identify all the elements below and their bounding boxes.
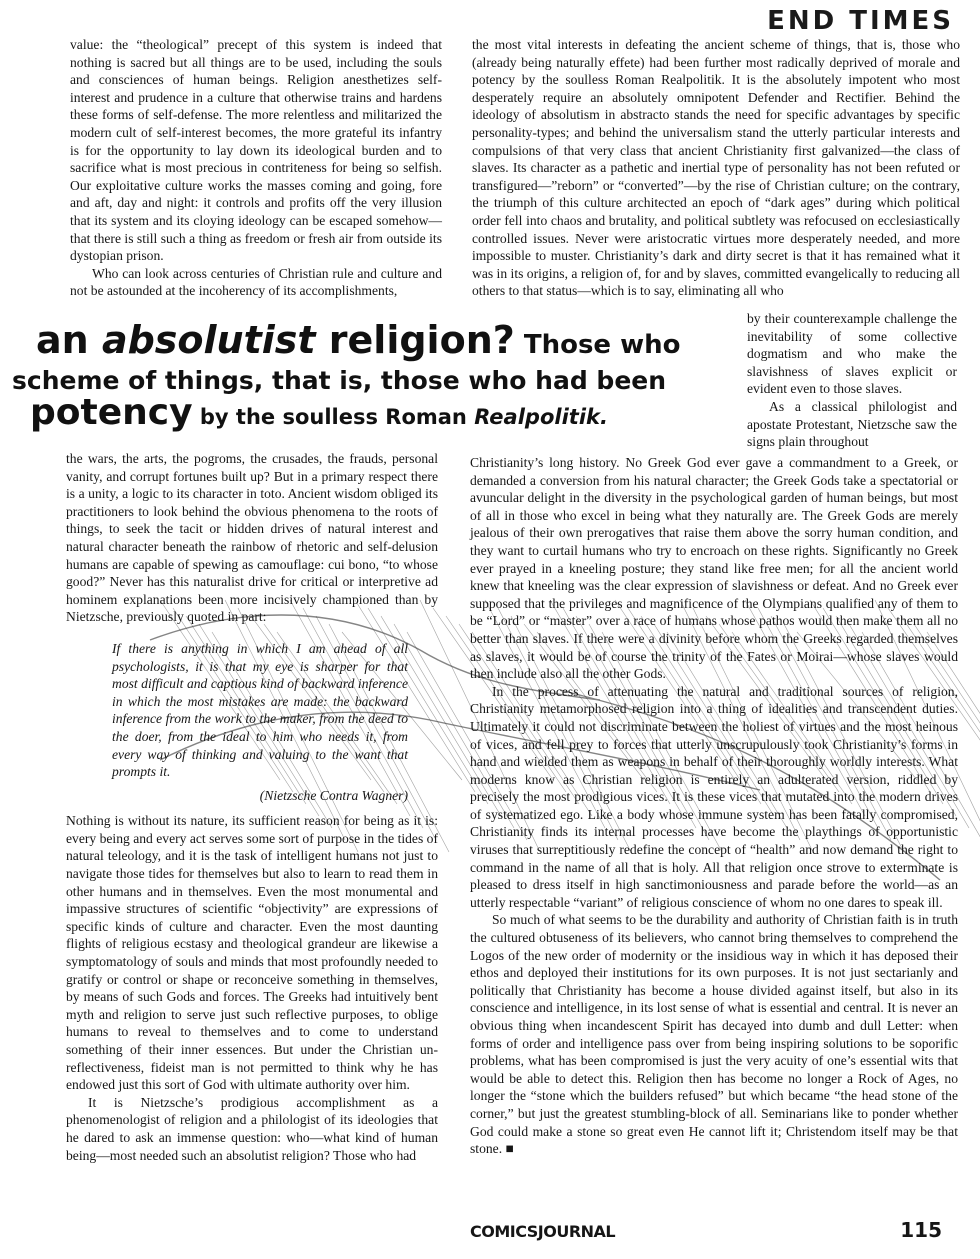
paragraph: So much of what seems to be the durability and authority of Christian faith is in truth the cultured obtuseness of its believers, who cannot bring themselves to comprehend the Logos of the new order of modernity or the insidious way in which it has deposed their ethos and deployed their institutions for its own purposes. It is not just sectarianly and politically that Christianity has become a house divided against itself, but also in its conscience and intelligence, in its lost sense of what is essential and central. It is never an obvious thing when incandescent Spirit has decayed into dumb and dull Letter: when forms of order and intelligence pass over from being inspiring solutions to be soporific problems, what has been compromised is just the very acuity of one’s essential wits that would be able to detect this. Religion then has become no longer a Rock of Ages, no longer the “stone which the builders refused” but which became “the head stone of the corner,” but just the greatest stumbling-block of all. Seminarians like to ponder whether God could make a stone so great even He cannot lift it; Christendom itself may be that stone. ■ [470, 912, 958, 1157]
paragraph: the wars, the arts, the pogroms, the crusades, the frauds, personal vanity, and corrupt fortunes built up? But in a primary respect there is a unity, a logic to its character in toto. Ancient wisdom obliged its practitioners to look behind the obvious phenomena to the roots of things, to seek the tacit or hidden drives of natural interest and natural character beneath the rainbow of rhetoric and self-delusion humans are capable of spewing as camouflage: cui bono, “to whose good?” Never has this naturalist drive for critical or interpretive ad hominem explanations been more incisively championed than by Nietzsche, previously quoted in part: [66, 451, 438, 625]
paragraph: value: the “theological” precept of this system is indeed that nothing is sacred but all things are to be used, including the souls and consciences of human beings. Religion anesthetizes self-interest and prudence in a culture that otherwise trains and hardens these forms of self-defense. The more relentless and militarized the modern cult of self-interest becomes, the more grateful its infantry is for the opportunity to lay down its ideological burden and to sacrifice what is most precious in contriteness for being so selfish. Our exploitative culture works the masses coming and going, fore and aft, day and night: it controls and profits off the very illusion that its system and its cloying ideology can be escaped somehow—that there is still such a thing as freedom or fresh air from outside its dystopian prison. [70, 37, 442, 264]
paragraph: by their counterexample challenge the inevitability of some collective dogmatism and who make the slavishness of slaves explicit or evident even to those slaves. [747, 311, 957, 397]
right-column-narrow [747, 310, 957, 451]
right-column-bottom [470, 454, 958, 1158]
page-number: 115 [900, 1218, 942, 1242]
paragraph: the most vital interests in defeating the ancient scheme of things, that is, those who (already being naturally effete) had been further most radically deprived of morale and potency by the soulless Roman Realpolitik. It is the absolutely impotent who most desperately require an absolutely omnipotent Defender and Rectifier. Behind the ideology of absolutism in abstracto stands the need for specific advantages by specific personality-types; and behind the universalism stand the utterly particular interests and compulsions of that very class that ancient Christianity first galvanized—the class of slaves. Its character as a pathetic and inertial type of personality has not been refuted or transfigured—”reborn” or “converted”—by the rise of Christian culture; on the contrary, the triumph of this culture architected an epoch of “dark ages” during which political order fell into chaos and brutality, and political subtlety was refocused on ecclesiastically controlled issues. Never were aristocratic virtues more desperately needed, and more impossible to muster. Christianity’s dark and dirty secret is that it has remained what it was in its origins, a religion of, for and by slaves, committed evangelically to reducing all others to that status—which is to say, eliminating all who [472, 37, 960, 299]
right-column-top [472, 36, 960, 300]
left-column-top [70, 36, 442, 300]
section-header: END TIMES [767, 6, 954, 36]
paragraph: Christianity’s long history. No Greek God ever gave a commandment to a Greek, or demanded a conversion from his natural character; the Greek Gods take a spectatorial or avuncular delight in the diversity in the psychological garden of human beings, but most of all in those who excel in being what they naturally are. The Greek Gods are merely jealous of their own prerogatives that raise them above the sorry human condition, and they want to curtail humans who try to encroach on these rights. Significantly no Greek ever prayed in a kneeling posture; they stand like free men; for all the ancient world knew that kneeling was the clear expression of slavishness or defeat. And no Greek ever supposed that the privileges and magnificence of the Olympians qualified any of them to be “Lord” or “master” over a race of humans whose pathos would then make them all no better than slaves. If there were a divinity before whom the Greeks regarded themselves as slaves, it would be of course the trinity of the Fates or Moirai—whose slaves would then include also all the other Gods. [470, 455, 958, 682]
pull-quote-text: an [36, 318, 102, 362]
publication-logo: COMICSJOURNAL [470, 1222, 616, 1241]
paragraph: It is Nietzsche’s prodigious accomplishment as a phenomenologist of religion and a philologist of its ideologies that he dared to ask an immense question: who—what kind of human being—most needed such an absolutist religion? Those who had [66, 1094, 438, 1163]
paragraph: Who can look across centuries of Christian rule and culture and not be astounded at the incoherency of its accomplishments, [70, 265, 442, 299]
pull-quote-line-3 [30, 392, 608, 433]
block-quote-text: If there is anything in which I am ahead of all psychologists, it is that my eye is sharper for that most difficult and captious kind of backward inference in which the most mistakes are made: the backward inference from the work to the maker, from the deed to the doer, from the ideal to him who needs it, from every way of thinking and valuing to the want that prompts it. [112, 640, 408, 780]
pull-quote-emphasis: absolutist [101, 318, 316, 362]
pull-quote-emphasis: Realpolitik. [474, 405, 608, 429]
paragraph: In the process of attenuating the natural and traditional sources of religion, Christianity metamorphosed religion into a thing of idealities and transcendent duties. Ultimately it could not discriminate between the holiest of virtues and the most heinous of vices, and fell prey to forces that utterly unscrupulously took Christianity’s forms in hand and wielded them as weapons in behalf of their thoroughly worldly interests. What moderns know as Christian religion is entirely an adulterated version, riddled by precisely the most prodigious vices. It is these vices that mutated into the modern drives of systematized ego. Like a body whose immune system has been fatally compromised, Christianity finds its internal processes have become the playthings of opportunistic viruses that surreptitiously redefine the concept of “health” and now demand the right to command in the name of all that is holy. All that religion once strove to exterminate is pleased to dress itself in high sanctimoniousness and parade before the world—as an utterly respectable “variant” of religious conscience of whom no one dares to speak ill. [470, 683, 958, 910]
pull-quote-line-1 [36, 318, 681, 362]
paragraph: Nothing is without its nature, its sufficient reason for being as it is: every being and every act serves some sort of purpose in the tides of natural teleology, and it is the task of intelligent humans not just to navigate those tides for themselves but also to learn to read them in other humans and in themselves. Even the most monumental and impassive structures of scientific “objectivity” are expressions of specific kinds of culture and character. Even the most daunting flights of religious ecstasy and theological grandeur are likewise a symptomatology of souls and minds that most profoundly needed to gratify or control or shape or reconceive something in themselves, by means of such Gods and forces. The Greeks had intuitively bent myth and religion to serve just such reflective purposes, to oblige humans to reveal to themselves and to come to understand something of their inner essences. But under the Christian un-reflectiveness, fideist man is not permitted to think why he has endowed just this sort of God with ultimate authority over him. [66, 813, 438, 1093]
paragraph: As a classical philologist and apostate Protestant, Nietzsche saw the signs plain throughout [747, 398, 957, 450]
pull-quote-text: religion? [315, 318, 515, 362]
block-quote-source: (Nietzsche Contra Wagner) [259, 787, 408, 803]
pull-quote-text: scheme of things, that is, those who had been [12, 366, 667, 395]
block-quote [112, 640, 408, 804]
pull-quote-text: Those who [514, 330, 681, 360]
pull-quote-line-2 [12, 366, 666, 395]
left-column-bottom [66, 450, 438, 1164]
pull-quote-text: by the soulless Roman [192, 405, 475, 429]
pull-quote-emphasis: potency [30, 392, 193, 433]
